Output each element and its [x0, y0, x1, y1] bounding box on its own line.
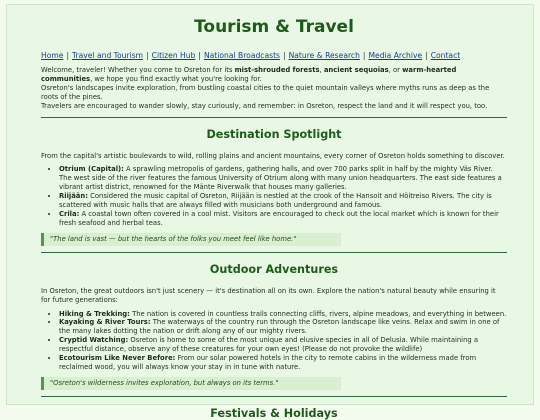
list-item-text: Considered the music capital of Osreton, Riijään is nestled at the crook of the Hansoit and Höitreiso Rivers. The city is scattered with music halls that are always filled with musicians both underground and famous.: [59, 192, 492, 210]
intro-paragraph-welcome: [41, 66, 507, 84]
list-item: [59, 354, 507, 372]
nav-separator: |: [425, 51, 428, 60]
list-item-title: Riijään:: [59, 192, 88, 201]
outdoor-quote: "Osreton's wilderness invites exploration, but always on its terms.": [41, 377, 341, 390]
section-divider: [41, 252, 507, 253]
intro-section: [41, 66, 507, 111]
nav-separator: |: [362, 51, 366, 60]
list-item-text: A coastal town often covered in a cool mist. Visitors are encouraged to check out the local market which is known for their fresh seafood and herbal teas.: [59, 209, 499, 227]
page-title: Tourism & Travel: [194, 17, 354, 37]
list-item-title: Crila:: [59, 209, 80, 218]
list-item-text: Osreton is home to some of the most unique and elusive species in all of Delusia. While maintaining a respectful distance, observe any of these creatures for your own eyes! (Please do not provoke the wildlife): [59, 336, 479, 354]
intro-paragraph-landscapes: Osreton's landscapes invite exploration, from bustling coastal cities to the quiet mountain valleys where myths runs as deep as the roots of the pines.: [41, 83, 490, 101]
list-item: [59, 310, 507, 319]
intro-text: Welcome, traveler! Whether you come to Osreton for its: [41, 66, 235, 74]
page-container: [6, 4, 534, 420]
nav-separator: |: [283, 51, 286, 60]
nav-link-media-archive[interactable]: Media Archive: [368, 51, 423, 60]
intro-text: , or: [388, 66, 403, 74]
intro-highlight-forests: mist-shrouded forests: [234, 66, 320, 74]
list-item-title: Cryptid Watching:: [59, 336, 129, 345]
list-item-title: Hiking & Trekking:: [59, 309, 130, 318]
list-item-text: A sprawling metropolis of gardens, gathering halls, and over 700 parks split in half by the mighty Väs River. The west side of the river features the famous University of Otrium along with many union headquarters. The east side features a vibrant artist district, renowned for the Mänte Riverwalk that houses many galleries.: [59, 165, 502, 192]
list-item-title: Ecotourism Like Never Before:: [59, 354, 176, 363]
list-item-title: Kayaking & River Tours:: [59, 318, 151, 327]
nav-link-travel-and-tourism[interactable]: Travel and Tourism: [72, 51, 144, 60]
nav-link-nature-research[interactable]: Nature & Research: [288, 51, 360, 60]
intro-text: , we hope you find exactly what you're looking for.: [90, 74, 262, 83]
destination-list: [41, 165, 507, 227]
nav-separator: |: [198, 51, 201, 60]
list-item-title: Otrium (Capital):: [59, 165, 124, 174]
festivals-heading: Festivals & Holidays: [210, 406, 338, 420]
intro-paragraph-travelers: Travelers are encouraged to wander slowly, stay curiously, and remember: in Osreton, respect the land and it will respect you, too.: [41, 101, 488, 110]
list-item: [59, 192, 507, 210]
intro-highlight-sequoias: ancient sequoias: [323, 66, 389, 74]
nav-link-home[interactable]: Home: [41, 51, 64, 60]
list-item-text: From our solar powered hotels in the city to remote cabins in the wilderness made from reclaimed wood, you will always know your stay in in tune with nature.: [59, 354, 477, 371]
list-item-text: The nation is covered in countless trails connecting cliffs, rivers, alpine meadows, and everything in between.: [132, 309, 507, 318]
nav-link-national-broadcasts[interactable]: National Broadcasts: [203, 51, 281, 60]
nav-separator: |: [66, 51, 69, 60]
top-nav: [41, 51, 507, 61]
outdoor-list: [41, 310, 507, 372]
list-item-text: The waterways of the country run through the Osreton landscape like veins. Relax and swim in one of the many lakes dotting the nation or drift along any of our mighty rivers.: [59, 318, 500, 336]
list-item: [59, 318, 507, 336]
destination-quote: "The land is vast — but the hearts of the folks you meet feel like home.": [41, 233, 341, 246]
section-divider: [41, 396, 507, 397]
outdoor-intro: In Osreton, the great outdoors isn't just scenery — it's destination all on its own. Explore the nation's natural beauty while ensuring it for future generations:: [41, 286, 496, 304]
list-item: [59, 336, 507, 354]
nav-link-contact[interactable]: Contact: [430, 51, 461, 60]
nav-separator: |: [146, 51, 149, 60]
destination-heading: Destination Spotlight: [206, 127, 342, 141]
intro-highlight-communities: warm-hearted communities: [41, 66, 457, 83]
nav-link-citizen-hub[interactable]: Citizen Hub: [151, 51, 196, 60]
list-item: [59, 210, 507, 228]
destination-intro: From the capital's artistic boulevards to wild, rolling plains and ancient mountains, every corner of Osreton holds something to discover.: [41, 151, 505, 160]
outdoor-heading: Outdoor Adventures: [209, 262, 339, 276]
intro-text: ,: [319, 66, 324, 74]
section-divider: [41, 117, 507, 118]
list-item: [59, 165, 507, 192]
